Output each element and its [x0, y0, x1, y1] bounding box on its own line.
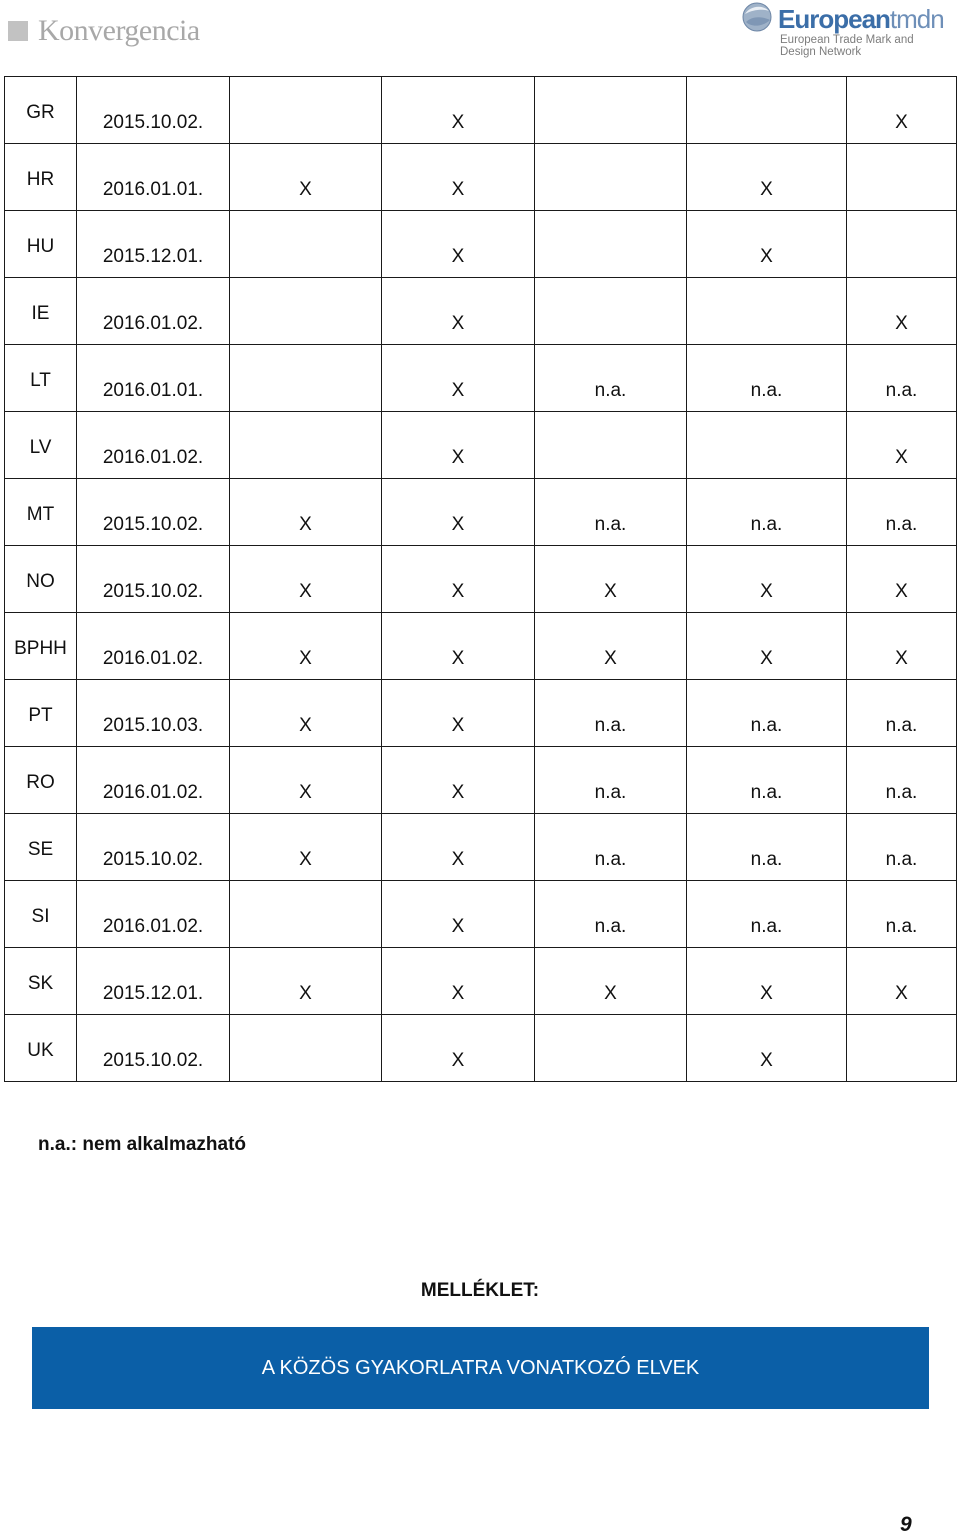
footnote: n.a.: nem alkalmazható — [38, 1134, 247, 1155]
mark-cell-c5: n.a. — [847, 680, 957, 747]
mark-cell-c1 — [230, 1015, 382, 1082]
mark-cell-c4: X — [687, 1015, 847, 1082]
table-row — [5, 948, 957, 1015]
country-code-cell: LT — [5, 345, 77, 412]
mark-cell-c2: X — [382, 144, 535, 211]
mark-cell-c5: X — [847, 77, 957, 144]
date-cell: 2015.10.02. — [77, 546, 230, 613]
mark-cell-c5: n.a. — [847, 345, 957, 412]
table-row — [5, 77, 957, 144]
date-cell: 2015.10.02. — [77, 77, 230, 144]
country-code-cell: LV — [5, 412, 77, 479]
mark-cell-c3 — [535, 1015, 687, 1082]
date-cell: 2016.01.02. — [77, 747, 230, 814]
mark-cell-c3: n.a. — [535, 680, 687, 747]
brand-subtitle-line2: Design Network — [780, 46, 862, 58]
table-row — [5, 613, 957, 680]
mark-cell-c4: X — [687, 948, 847, 1015]
table-body — [5, 77, 957, 1082]
mark-cell-c3 — [535, 412, 687, 479]
brand-name-bold: European — [778, 4, 890, 34]
mark-cell-c1: X — [230, 948, 382, 1015]
brand-subtitle — [780, 34, 914, 58]
mark-cell-c2: X — [382, 412, 535, 479]
table-row — [5, 881, 957, 948]
mark-cell-c1 — [230, 77, 382, 144]
mark-cell-c5: n.a. — [847, 479, 957, 546]
country-code-cell: PT — [5, 680, 77, 747]
page-number: 9 — [900, 1513, 912, 1536]
mark-cell-c1: X — [230, 479, 382, 546]
date-cell: 2015.12.01. — [77, 211, 230, 278]
table-row — [5, 345, 957, 412]
mark-cell-c4: n.a. — [687, 747, 847, 814]
mark-cell-c2: X — [382, 747, 535, 814]
country-code-cell: HU — [5, 211, 77, 278]
mark-cell-c5: X — [847, 948, 957, 1015]
mark-cell-c2: X — [382, 479, 535, 546]
table-row — [5, 680, 957, 747]
mark-cell-c4: n.a. — [687, 814, 847, 881]
table-row — [5, 546, 957, 613]
date-cell: 2015.10.02. — [77, 814, 230, 881]
mark-cell-c3 — [535, 144, 687, 211]
header-square-icon — [8, 21, 28, 41]
mark-cell-c1: X — [230, 814, 382, 881]
mark-cell-c3: X — [535, 948, 687, 1015]
date-cell: 2015.12.01. — [77, 948, 230, 1015]
mark-cell-c5 — [847, 211, 957, 278]
mark-cell-c2: X — [382, 77, 535, 144]
date-cell: 2016.01.02. — [77, 881, 230, 948]
table-row — [5, 211, 957, 278]
mark-cell-c2: X — [382, 1015, 535, 1082]
mark-cell-c2: X — [382, 948, 535, 1015]
country-code-cell: SK — [5, 948, 77, 1015]
mark-cell-c1: X — [230, 613, 382, 680]
country-code-cell: NO — [5, 546, 77, 613]
mark-cell-c2: X — [382, 881, 535, 948]
country-code-cell: IE — [5, 278, 77, 345]
mark-cell-c5: X — [847, 546, 957, 613]
mark-cell-c1: X — [230, 747, 382, 814]
mark-cell-c3: n.a. — [535, 881, 687, 948]
mark-cell-c5: X — [847, 613, 957, 680]
mark-cell-c1: X — [230, 546, 382, 613]
mark-cell-c1 — [230, 412, 382, 479]
mark-cell-c3: n.a. — [535, 345, 687, 412]
mark-cell-c1: X — [230, 680, 382, 747]
country-code-cell: RO — [5, 747, 77, 814]
mark-cell-c4: X — [687, 144, 847, 211]
mark-cell-c3: n.a. — [535, 747, 687, 814]
mark-cell-c5: n.a. — [847, 881, 957, 948]
header-title: Konvergencia — [38, 14, 200, 47]
mark-cell-c5: X — [847, 412, 957, 479]
mark-cell-c5: n.a. — [847, 747, 957, 814]
globe-icon — [742, 2, 772, 32]
mark-cell-c5: n.a. — [847, 814, 957, 881]
brand-logo — [740, 2, 954, 60]
table-row — [5, 278, 957, 345]
mark-cell-c4 — [687, 278, 847, 345]
mark-cell-c2: X — [382, 546, 535, 613]
date-cell: 2016.01.02. — [77, 613, 230, 680]
country-code-cell: UK — [5, 1015, 77, 1082]
mark-cell-c4: X — [687, 546, 847, 613]
mark-cell-c3: X — [535, 613, 687, 680]
mark-cell-c4: n.a. — [687, 680, 847, 747]
date-cell: 2016.01.01. — [77, 345, 230, 412]
mark-cell-c4: n.a. — [687, 479, 847, 546]
mark-cell-c2: X — [382, 278, 535, 345]
date-cell: 2016.01.02. — [77, 412, 230, 479]
mark-cell-c2: X — [382, 211, 535, 278]
annex-title: MELLÉKLET: — [420, 1280, 540, 1301]
mark-cell-c2: X — [382, 814, 535, 881]
mark-cell-c5 — [847, 144, 957, 211]
mark-cell-c4: n.a. — [687, 881, 847, 948]
mark-cell-c1: X — [230, 144, 382, 211]
table-row — [5, 747, 957, 814]
header-left — [8, 14, 200, 48]
mark-cell-c4: n.a. — [687, 345, 847, 412]
mark-cell-c2: X — [382, 680, 535, 747]
table-row — [5, 814, 957, 881]
country-code-cell: SE — [5, 814, 77, 881]
date-cell: 2015.10.02. — [77, 479, 230, 546]
country-code-cell: HR — [5, 144, 77, 211]
mark-cell-c5 — [847, 1015, 957, 1082]
mark-cell-c2: X — [382, 345, 535, 412]
date-cell: 2015.10.02. — [77, 1015, 230, 1082]
mark-cell-c3: X — [535, 546, 687, 613]
brand-name — [778, 4, 944, 34]
brand-subtitle-line1: European Trade Mark and — [780, 34, 914, 46]
mark-cell-c5: X — [847, 278, 957, 345]
date-cell: 2015.10.03. — [77, 680, 230, 747]
date-cell: 2016.01.01. — [77, 144, 230, 211]
mark-cell-c3 — [535, 77, 687, 144]
table-row — [5, 479, 957, 546]
principles-banner — [32, 1327, 929, 1409]
banner-text: A KÖZÖS GYAKORLATRA VONATKOZÓ ELVEK — [261, 1356, 700, 1379]
mark-cell-c4 — [687, 412, 847, 479]
mark-cell-c1 — [230, 278, 382, 345]
table-row — [5, 1015, 957, 1082]
country-table — [4, 76, 957, 1082]
table-row — [5, 412, 957, 479]
country-code-cell: BPHH — [5, 613, 77, 680]
mark-cell-c3 — [535, 278, 687, 345]
mark-cell-c1 — [230, 881, 382, 948]
mark-cell-c3 — [535, 211, 687, 278]
brand-name-light: tmdn — [889, 4, 944, 34]
date-cell: 2016.01.02. — [77, 278, 230, 345]
mark-cell-c4 — [687, 77, 847, 144]
country-code-cell: GR — [5, 77, 77, 144]
mark-cell-c4: X — [687, 613, 847, 680]
mark-cell-c2: X — [382, 613, 535, 680]
mark-cell-c1 — [230, 345, 382, 412]
country-code-cell: SI — [5, 881, 77, 948]
country-code-cell: MT — [5, 479, 77, 546]
mark-cell-c1 — [230, 211, 382, 278]
mark-cell-c3: n.a. — [535, 814, 687, 881]
mark-cell-c4: X — [687, 211, 847, 278]
table-row — [5, 144, 957, 211]
mark-cell-c3: n.a. — [535, 479, 687, 546]
